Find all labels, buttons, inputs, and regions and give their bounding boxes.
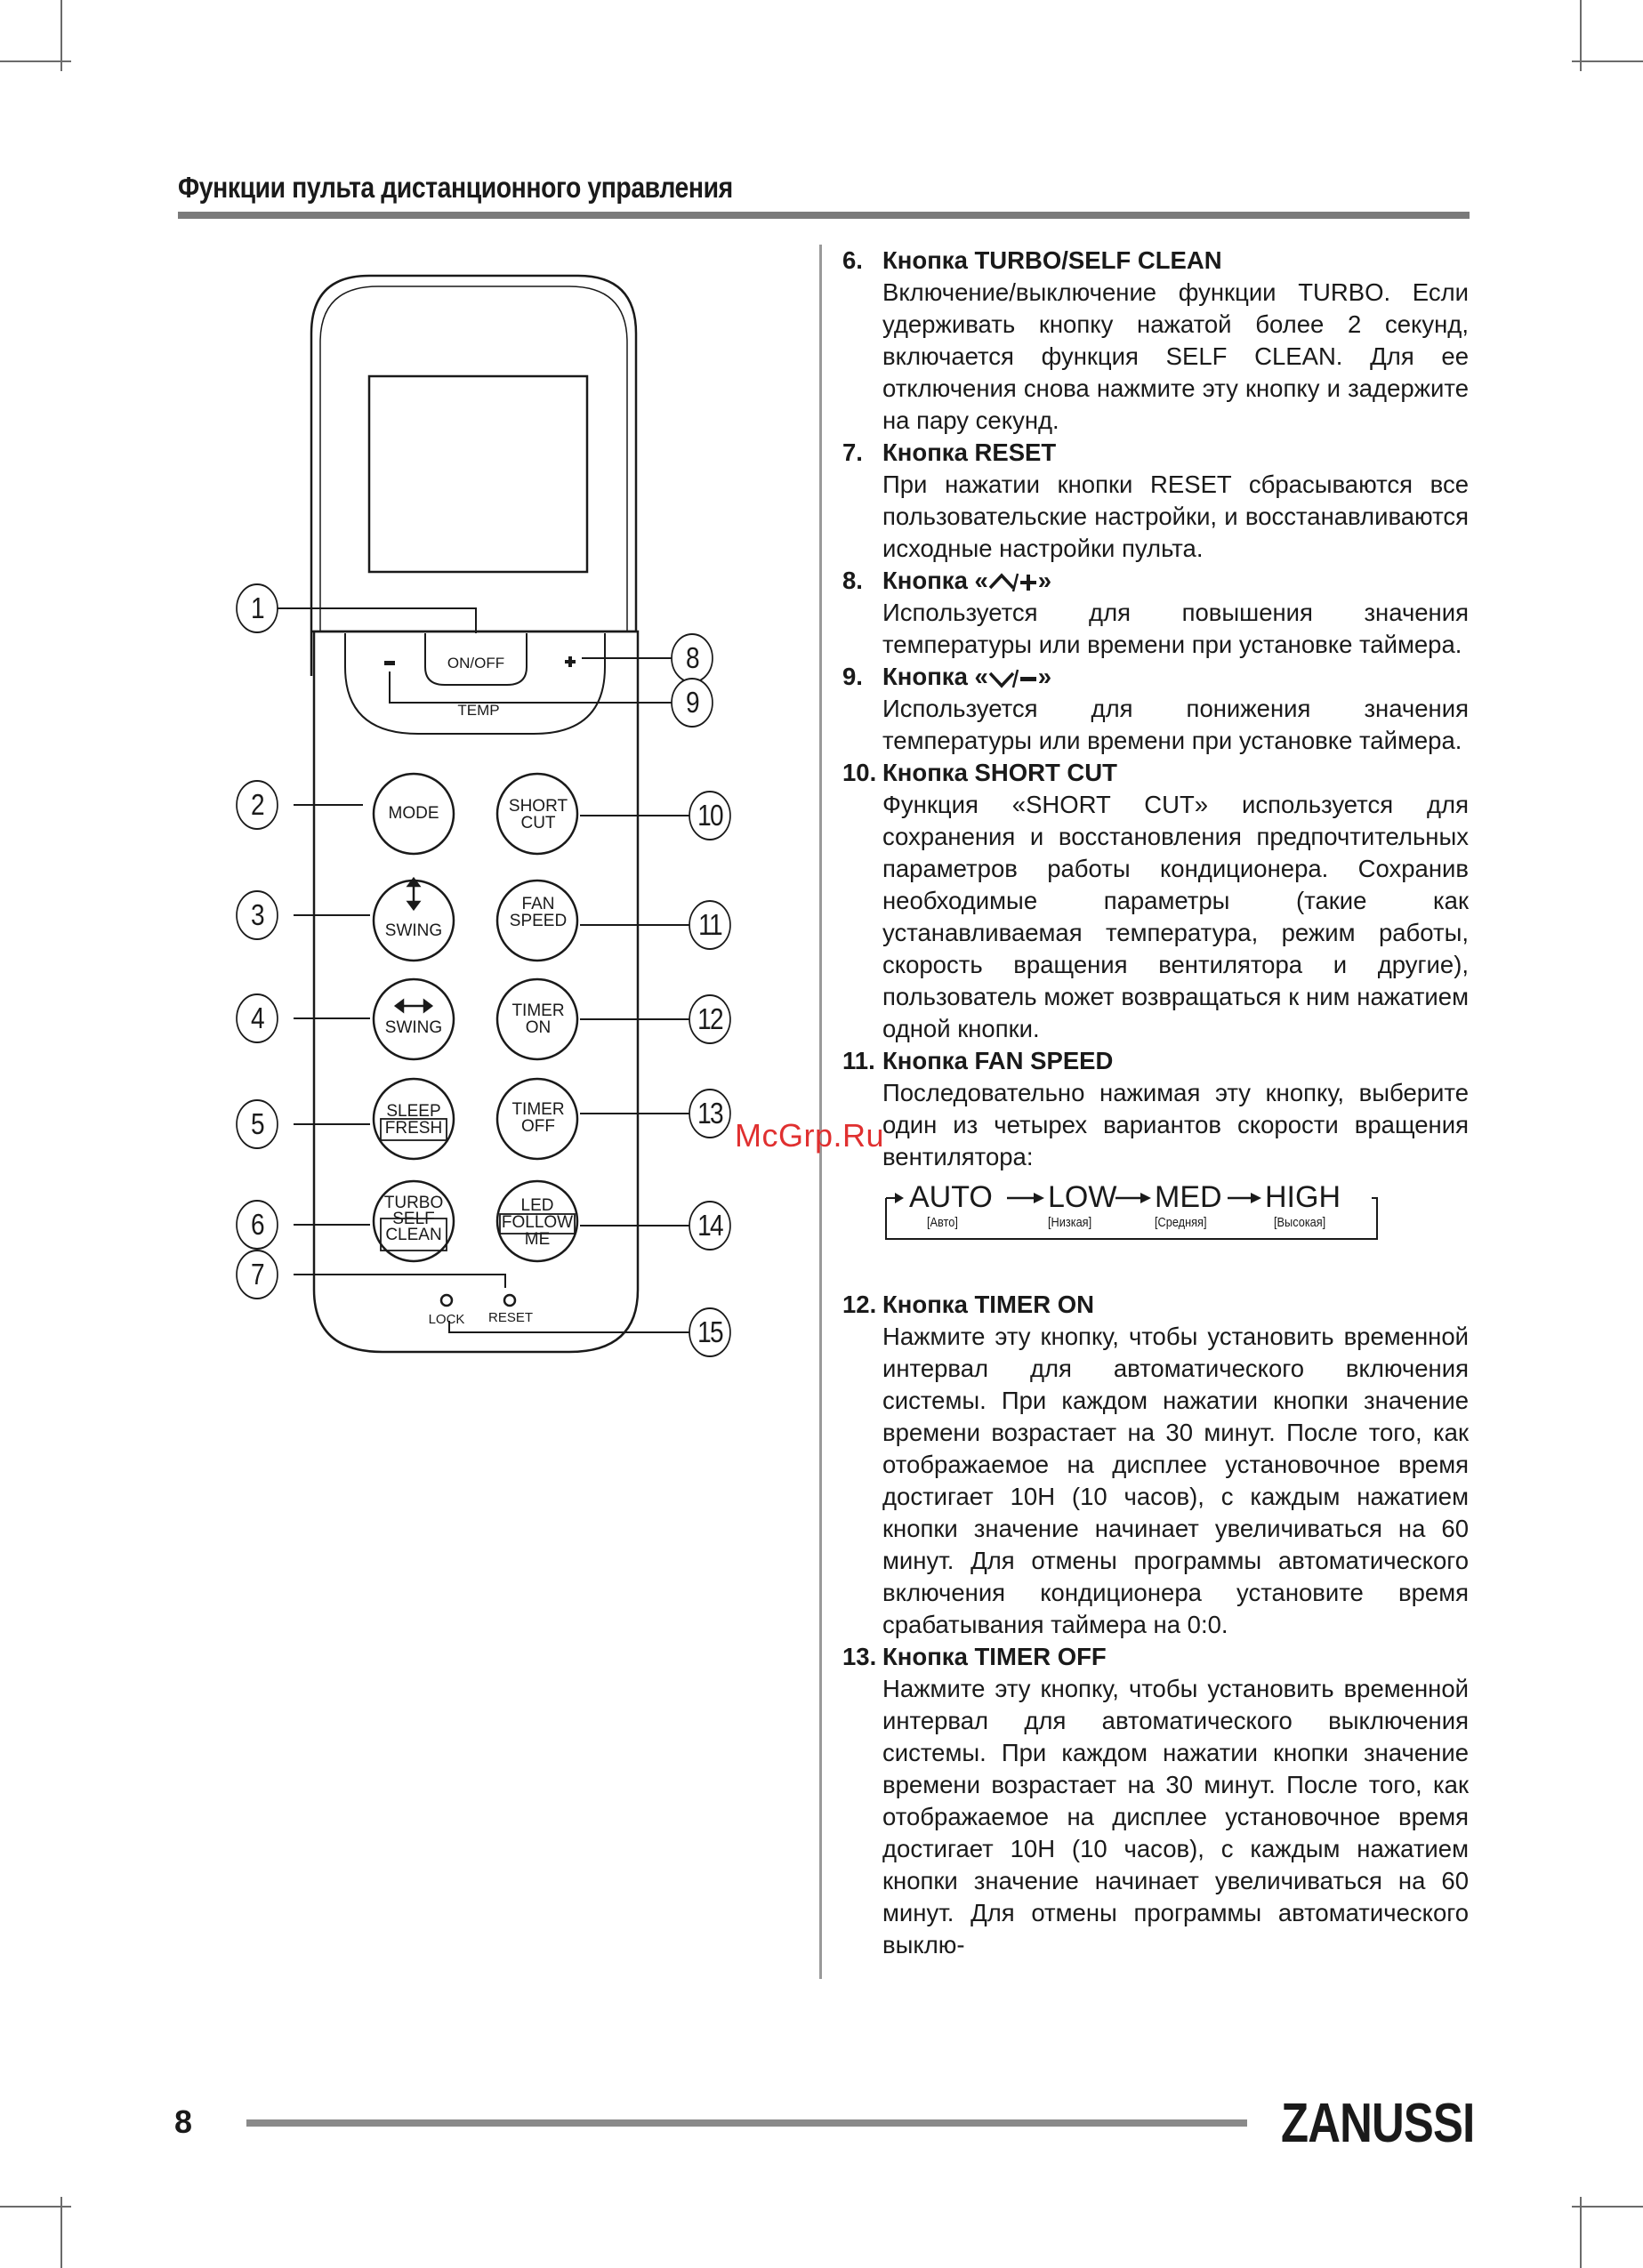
onoff-button: ON/OFF: [447, 655, 505, 672]
fan-speed-auto-sub: [Авто]: [927, 1215, 958, 1230]
item-heading: 7. Кнопка RESET: [842, 438, 1057, 466]
item-6: [842, 245, 1469, 437]
reset-label: RESET: [487, 1310, 533, 1325]
callout-5: 5: [236, 1099, 278, 1149]
watermark: McGrp.Ru: [735, 1117, 885, 1154]
crop-mark: [1572, 60, 1643, 62]
item-body: Включение/выключение функции TURBO. Если удерживать кнопку нажатой более 2 секунд, включается функция SELF CLEAN. Для ее отключения снова нажмите эту кнопку и задержите на пару секунд.: [882, 278, 1469, 434]
item-body: Нажмите эту кнопку, чтобы установить временной интервал для автоматического выключения системы. При каждом нажатии кнопки значение времени возрастает на 30 минут. После того, как отображаемое на дисплее установочное время достигает 10H (10 часов), с каждым нажатием кнопки значение начинает увеличиваться на 60 минут. Для отмены программы автоматического выклю-: [882, 1675, 1469, 1958]
item-13: [842, 1641, 1469, 1961]
temp-label: TEMP: [457, 702, 500, 719]
item-11: [842, 1045, 1469, 1289]
callout-4: 4: [236, 993, 278, 1043]
callout-11: 11: [689, 900, 731, 950]
swing-horizontal-button: SWING: [384, 1018, 443, 1037]
up-plus-icon: [988, 570, 1038, 595]
callout-14: 14: [689, 1201, 731, 1251]
fan-speed-low: LOW: [1048, 1180, 1117, 1214]
item-heading: 6. Кнопка TURBO/SELF CLEAN: [842, 246, 1222, 274]
column-divider: [819, 245, 822, 1979]
callout-10: 10: [689, 791, 731, 840]
led-follow-me-button: LED FOLLOW ME: [501, 1196, 574, 1249]
crop-mark: [0, 60, 71, 62]
item-body: Нажмите эту кнопку, чтобы установить временной интервал для автоматического включения системы. При каждом нажатии кнопки значение времени возрастает на 30 минут. После того, как отображаемое на дисплее установочное время достигает 10H (10 часов), с каждым нажатием кнопки значение начинает увеличиваться на 60 минут. Для отмены программы автоматического включения кондиционера установите время срабатывания таймера на 0:0.: [882, 1323, 1469, 1638]
remote-illustration: [169, 249, 792, 1405]
callout-15: 15: [689, 1307, 731, 1357]
item-heading: 8. Кнопка « »: [842, 567, 1052, 594]
crop-mark: [60, 2197, 62, 2268]
fan-speed-high-sub: [Высокая]: [1274, 1215, 1326, 1230]
sleep-fresh-button: SLEEP FRESH: [384, 1102, 443, 1138]
item-heading: 11. Кнопка FAN SPEED: [842, 1047, 1114, 1074]
callout-3: 3: [236, 890, 278, 940]
timer-off-button: TIMER OFF: [511, 1100, 565, 1136]
callout-9: 9: [671, 678, 713, 728]
lock-label: LOCK: [428, 1312, 465, 1327]
footer-rule: [246, 2119, 1247, 2127]
callout-1: 1: [236, 583, 278, 633]
crop-mark: [1572, 2206, 1643, 2208]
item-body: При нажатии кнопки RESET сбрасываются все пользовательские настройки, и восстанавливаются исходные настройки пульта.: [882, 470, 1469, 562]
fan-speed-auto: AUTO: [909, 1180, 993, 1214]
fan-speed-low-sub: [Низкая]: [1048, 1215, 1092, 1230]
page-title: Функции пульта дистанционного управления: [178, 171, 733, 204]
item-body: Последовательно нажимая эту кнопку, выберите один из четырех вариантов скорости вращения вентилятора:: [882, 1079, 1469, 1170]
page-number: 8: [174, 2103, 193, 2140]
fan-speed-cycle-diagram: [882, 1178, 1379, 1243]
item-body: Используется для понижения значения температуры или времени при установке таймера.: [882, 695, 1469, 754]
swing-vertical-button: SWING: [384, 921, 443, 940]
item-7: [842, 437, 1469, 565]
item-heading: 13. Кнопка TIMER OFF: [842, 1643, 1107, 1670]
mode-button: MODE: [388, 804, 439, 823]
item-10: [842, 757, 1469, 1045]
short-cut-button: SHORT CUT: [508, 797, 568, 832]
callout-2: 2: [236, 780, 278, 830]
item-body: Используется для повышения значения температуры или времени при установке таймера.: [882, 599, 1469, 658]
down-minus-icon: [988, 666, 1038, 691]
callout-8: 8: [671, 633, 713, 683]
fan-speed-button: FAN SPEED: [509, 895, 568, 930]
item-heading: 12. Кнопка TIMER ON: [842, 1291, 1094, 1318]
callout-13: 13: [689, 1089, 731, 1138]
crop-mark: [1580, 2197, 1582, 2268]
item-body: Функция «SHORT CUT» используется для сохранения и восстановления предпочтительных параметров работы кондиционера. Сохранив необходимые параметры (такие как устанавливаемая температура, режим работы, скорость вращения вентилятора и другие), пользователь может возвращаться к ним нажатием одной кнопки.: [882, 791, 1469, 1042]
brand-logo: ZANUSSI: [1281, 2093, 1475, 2154]
fan-speed-high: HIGH: [1265, 1180, 1341, 1214]
item-12: [842, 1289, 1469, 1641]
callout-12: 12: [689, 994, 731, 1044]
turbo-self-clean-button: TURBO SELF CLEAN: [383, 1194, 444, 1244]
callout-7: 7: [236, 1250, 278, 1299]
item-9: [842, 661, 1469, 757]
item-heading: 9. Кнопка « »: [842, 663, 1052, 690]
fan-speed-med: MED: [1155, 1180, 1222, 1214]
callout-6: 6: [236, 1200, 278, 1250]
item-heading: 10. Кнопка SHORT CUT: [842, 759, 1117, 786]
item-8: [842, 565, 1469, 661]
timer-on-button: TIMER ON: [511, 1001, 565, 1037]
crop-mark: [0, 2206, 71, 2208]
fan-speed-med-sub: [Средняя]: [1155, 1215, 1207, 1230]
title-rule: [178, 212, 1470, 219]
instructions-column: [842, 245, 1469, 1961]
